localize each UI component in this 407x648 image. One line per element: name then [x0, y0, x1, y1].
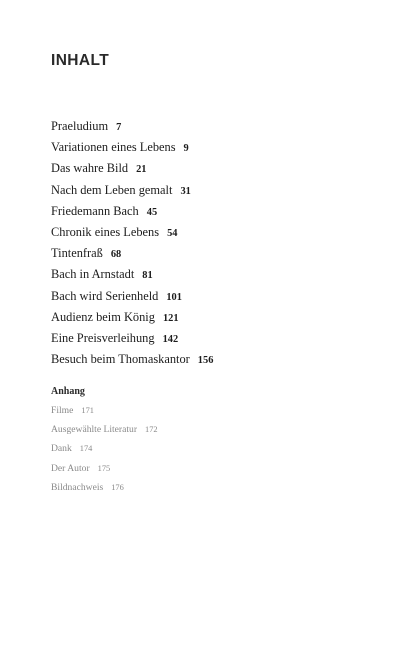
- toc-entry-title: Bach wird Serienheld: [51, 288, 159, 303]
- toc-entry-title: Audienz beim König: [51, 309, 155, 324]
- page-title: INHALT: [51, 52, 110, 69]
- toc-entry-title: Friedemann Bach: [51, 203, 139, 218]
- appendix-entry-title: Bildnachweis: [51, 481, 104, 493]
- toc-entry-title: Tintenfraß: [51, 246, 103, 261]
- toc-entry: [51, 158, 213, 179]
- toc-entry: [51, 349, 213, 370]
- toc-entry-title: Eine Preisverleihung: [51, 330, 155, 345]
- appendix-entry-title: Ausgewählte Literatur: [51, 424, 138, 436]
- appendix-list: [51, 401, 158, 497]
- toc-entry-page: 142: [162, 333, 179, 345]
- appendix-section: [51, 382, 158, 497]
- toc-entry: [51, 116, 213, 137]
- toc-entry-page: 45: [146, 206, 158, 218]
- toc-entry-page: 31: [180, 185, 191, 197]
- toc-entry-title: Besuch beim Thomaskantor: [51, 352, 190, 367]
- toc-entry: [51, 201, 213, 222]
- toc-entry-page: 156: [197, 355, 214, 367]
- toc-entry-page: 81: [142, 270, 153, 282]
- toc-entry: [51, 307, 213, 328]
- toc-entry-page: 9: [183, 143, 189, 155]
- appendix-entry-page: 176: [111, 482, 124, 492]
- toc-entry-title: Variationen eines Lebens: [51, 140, 176, 155]
- toc-entry: [51, 222, 213, 243]
- appendix-title: Anhang: [51, 386, 85, 397]
- toc-entry: [51, 328, 213, 349]
- toc-entry-page: 101: [166, 291, 182, 303]
- appendix-entry-page: 172: [145, 425, 158, 435]
- appendix-entry-title: Filme: [51, 405, 74, 416]
- toc-entry-title: Das wahre Bild: [51, 161, 129, 176]
- appendix-entry-page: 171: [81, 406, 94, 415]
- toc-entry: [51, 180, 213, 201]
- appendix-entry-title: Dank: [51, 443, 72, 455]
- appendix-entry: [51, 420, 158, 439]
- toc-entry-title: Praeludium: [51, 119, 109, 133]
- appendix-entry-page: 175: [97, 463, 111, 473]
- toc-entry-title: Bach in Arnstadt: [51, 267, 135, 282]
- toc-entry-page: 21: [136, 164, 147, 176]
- toc-entry: [51, 286, 213, 307]
- toc-entry-page: 68: [110, 249, 122, 261]
- toc-entry: [51, 243, 213, 264]
- toc-entry-page: 121: [162, 312, 179, 324]
- table-of-contents: [51, 116, 213, 370]
- appendix-entry-title: Der Autor: [51, 462, 90, 474]
- toc-entry-title: Chronik eines Lebens: [51, 224, 160, 239]
- toc-entry: [51, 137, 213, 158]
- appendix-entry-page: 174: [79, 444, 93, 454]
- toc-entry-title: Nach dem Leben gemalt: [51, 182, 173, 197]
- appendix-entry: [51, 459, 158, 478]
- appendix-entry: [51, 439, 158, 458]
- toc-entry: [51, 264, 213, 285]
- appendix-entry: [51, 401, 158, 420]
- toc-entry-page: 7: [116, 122, 122, 133]
- toc-entry-page: 54: [167, 227, 178, 239]
- appendix-entry: [51, 478, 158, 497]
